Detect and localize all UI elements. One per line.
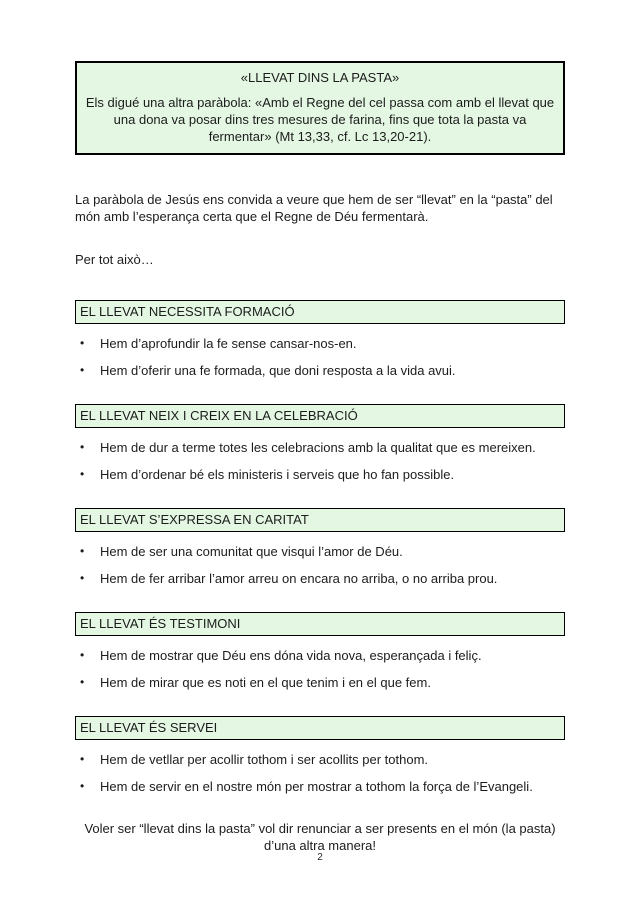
bullet-item <box>75 466 565 483</box>
gospel-quote: Els digué una altra paràbola: «Amb el Regne del cel passa com amb el llevat que una dona va posar dins tres mesures de farina, fins que tota la pasta va fermentar» (Mt 13,33, cf. Lc 13,20-21). <box>85 95 555 144</box>
bullet-marker: • <box>80 440 85 454</box>
bullet-marker: • <box>80 571 85 585</box>
section-testimoni <box>75 612 565 691</box>
section-caritat <box>75 508 565 587</box>
section-heading-box <box>75 612 565 636</box>
bullet-text: Hem de dur a terme totes les celebracions amb la qualitat que es mereixen. <box>100 440 536 455</box>
bullet-list <box>75 751 565 795</box>
bullet-text: Hem d’aprofundir la fe sense cansar-nos-en. <box>100 336 357 351</box>
page-title: «LLEVAT DINS LA PASTA» <box>240 70 400 85</box>
bullet-marker: • <box>80 648 85 662</box>
intro-paragraph: La paràbola de Jesús ens convida a veure que hem de ser “llevat” en la “pasta” del món amb l’esperança certa que el Regne de Déu fermentarà. <box>75 192 553 224</box>
bullet-text: Hem de fer arribar l’amor arreu on encara no arriba, o no arriba prou. <box>100 571 498 586</box>
bullet-item <box>75 362 565 379</box>
section-heading: EL LLEVAT ÉS SERVEI <box>80 720 218 735</box>
bullet-item <box>75 439 565 456</box>
section-celebracio <box>75 404 565 483</box>
bullet-text: Hem de mirar que es noti en el que tenim i en el que fem. <box>100 675 431 690</box>
section-heading: EL LLEVAT S’EXPRESSA EN CARITAT <box>80 512 309 527</box>
bullet-text: Hem de vetllar per acollir tothom i ser acollits per tothom. <box>100 752 429 767</box>
bullet-item <box>75 570 565 587</box>
section-heading-box <box>75 300 565 324</box>
bullet-marker: • <box>80 544 85 558</box>
page-content <box>75 61 565 854</box>
bullet-list <box>75 335 565 379</box>
section-formacio <box>75 300 565 379</box>
header-quote-box <box>75 61 565 155</box>
bullet-list <box>75 543 565 587</box>
bullet-text: Hem de ser una comunitat que visqui l’amor de Déu. <box>100 544 403 559</box>
section-heading-box <box>75 508 565 532</box>
section-heading: EL LLEVAT NECESSITA FORMACIÓ <box>80 304 295 319</box>
page-number: 2 <box>317 852 323 863</box>
bullet-item <box>75 778 565 795</box>
bullet-text: Hem de servir en el nostre món per mostrar a tothom la força de l’Evangeli. <box>100 779 533 794</box>
bullet-item <box>75 543 565 560</box>
lead-in-text: Per tot això… <box>75 252 154 267</box>
bullet-marker: • <box>80 675 85 689</box>
section-heading-box <box>75 716 565 740</box>
section-servei <box>75 716 565 795</box>
bullet-marker: • <box>80 752 85 766</box>
bullet-text: Hem d’ordenar bé els ministeris i serveis que ho fan possible. <box>100 467 455 482</box>
closing-paragraph: Voler ser “llevat dins la pasta” vol dir renunciar a ser presents en el món (la pasta) d’una altra manera! <box>84 821 556 853</box>
bullet-marker: • <box>80 779 85 793</box>
bullet-text: Hem de mostrar que Déu ens dóna vida nova, esperançada i feliç. <box>100 648 482 663</box>
bullet-text: Hem d’oferir una fe formada, que doni resposta a la vida avui. <box>100 363 456 378</box>
section-heading-box <box>75 404 565 428</box>
bullet-marker: • <box>80 336 85 350</box>
bullet-item <box>75 751 565 768</box>
section-heading: EL LLEVAT ÉS TESTIMONI <box>80 616 241 631</box>
section-heading: EL LLEVAT NEIX I CREIX EN LA CELEBRACIÓ <box>80 408 358 423</box>
bullet-marker: • <box>80 363 85 377</box>
bullet-item <box>75 335 565 352</box>
bullet-item <box>75 647 565 664</box>
bullet-list <box>75 439 565 483</box>
bullet-list <box>75 647 565 691</box>
bullet-item <box>75 674 565 691</box>
bullet-marker: • <box>80 467 85 481</box>
